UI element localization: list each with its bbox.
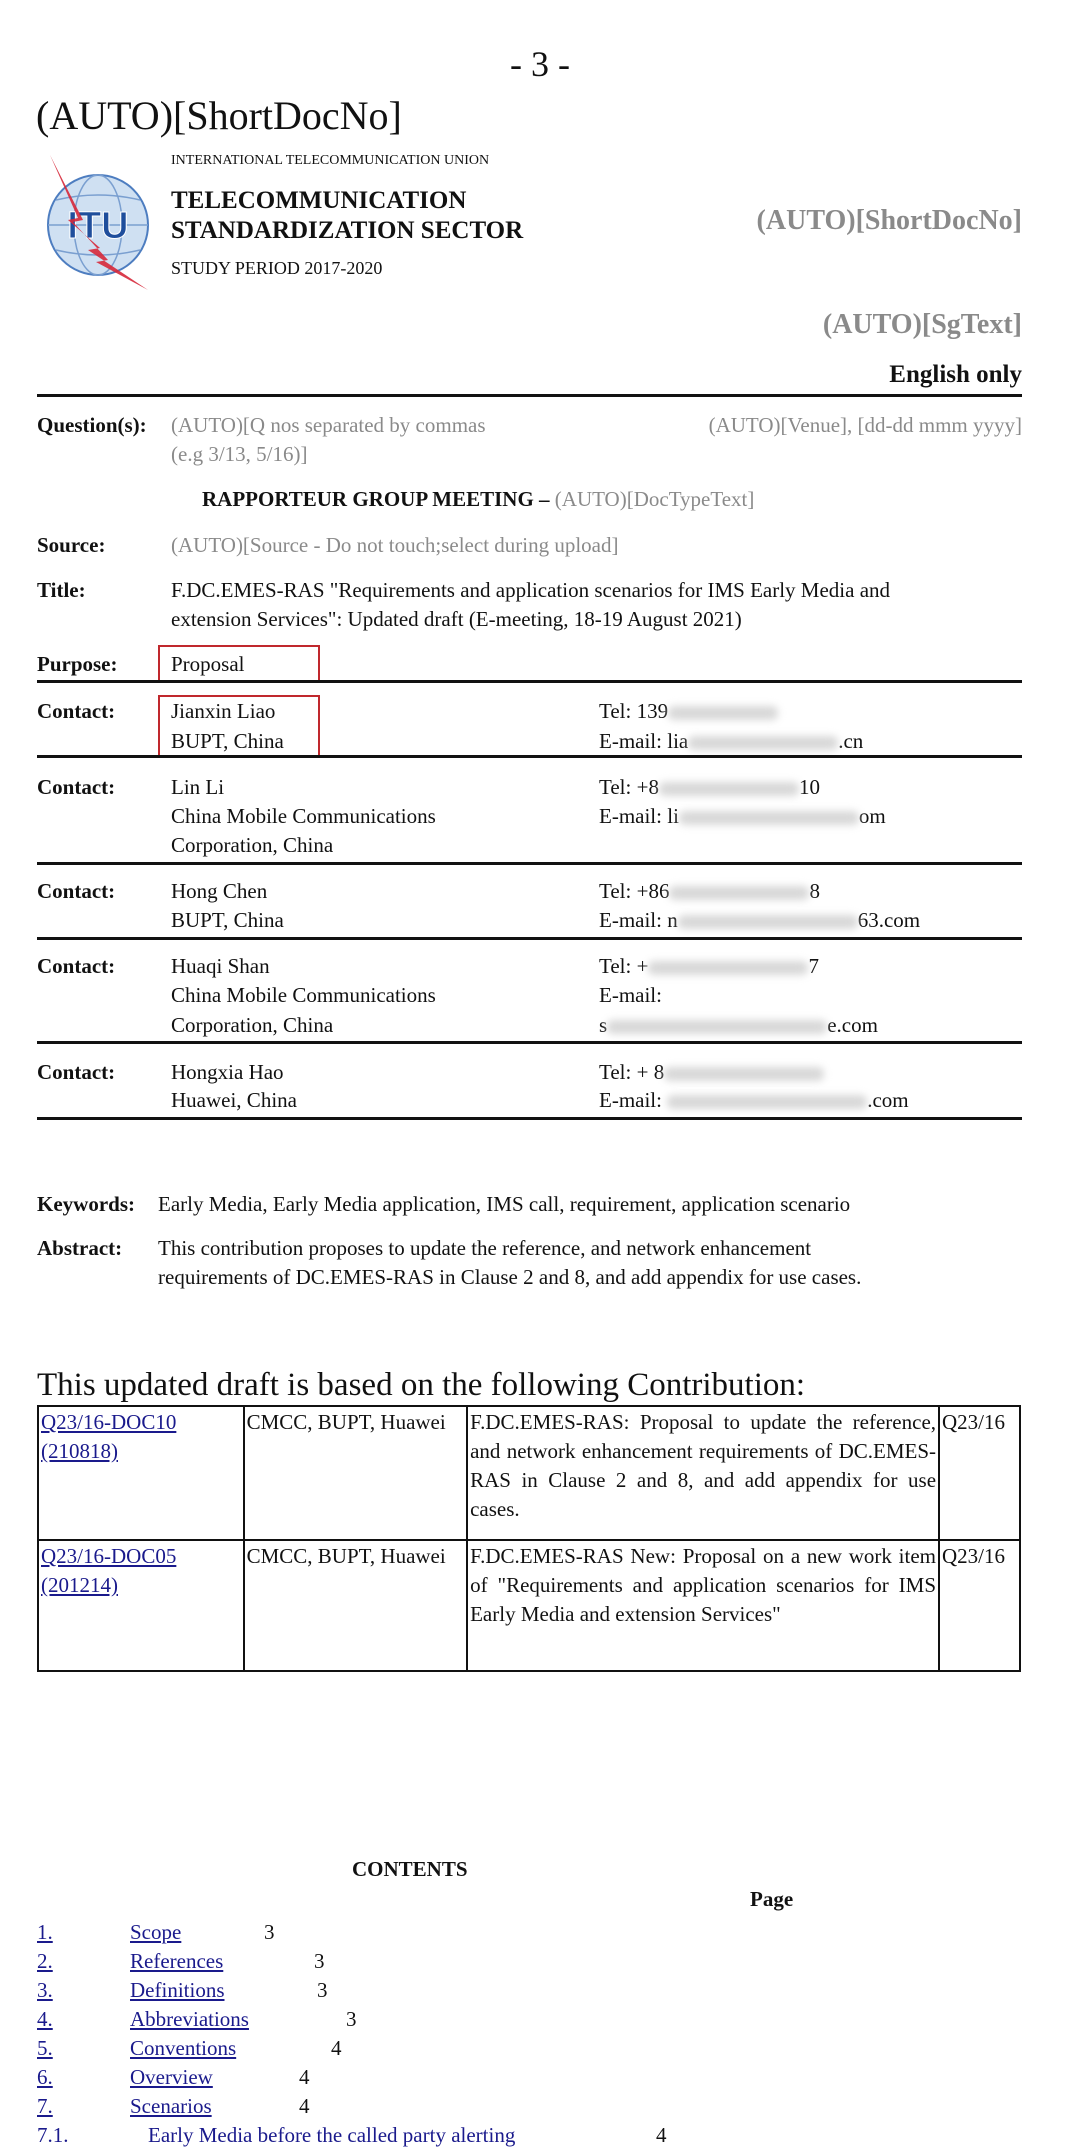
source-value: (AUTO)[Source - Do not touch;select during upload] xyxy=(171,533,619,557)
contact-name: Huaqi Shan xyxy=(171,954,270,978)
contact-name: Lin Li xyxy=(171,775,225,799)
email-text: E-mail: n xyxy=(599,908,678,932)
tel-text: Tel: +86 xyxy=(599,879,670,903)
divider xyxy=(37,1117,1022,1120)
email-text: E-mail: xyxy=(599,1088,668,1112)
source-cell: CMCC, BUPT, Huawei xyxy=(244,1540,468,1671)
contact-org: BUPT, China xyxy=(171,908,284,932)
keywords-value: Early Media, Early Media application, IMS call, requirement, application scenario xyxy=(158,1192,851,1216)
contact-label: Contact: xyxy=(37,699,116,723)
highlight-box-contact xyxy=(158,695,320,758)
redacted xyxy=(667,1095,867,1109)
email-suffix: om xyxy=(858,804,886,828)
source-label: Source: xyxy=(37,533,106,557)
doc-link[interactable]: Q23/16-DOC05 (201214) xyxy=(41,1544,177,1597)
contents-heading: CONTENTS xyxy=(352,1857,468,1881)
toc-page-number: 4 xyxy=(656,2123,667,2147)
study-period: STUDY PERIOD 2017-2020 xyxy=(171,258,383,278)
email-suffix: .com xyxy=(867,1088,909,1112)
doc-type-text: (AUTO)[DocTypeText] xyxy=(554,487,755,511)
toc-item-link[interactable]: Scenarios xyxy=(130,2094,212,2118)
toc-page-number: 3 xyxy=(346,2007,357,2031)
org-name: INTERNATIONAL TELECOMMUNICATION UNION xyxy=(171,153,490,168)
redacted xyxy=(659,782,799,796)
title-value-cont: extension Services": Updated draft (E-meeting, 18-19 August 2021) xyxy=(171,607,742,631)
page-number: - 3 - xyxy=(510,44,570,84)
keywords-label: Keywords: xyxy=(37,1192,135,1216)
contact-email-cont xyxy=(599,1011,878,1040)
contact-name: Jianxin Liao xyxy=(171,699,276,723)
venue: (AUTO)[Venue], [dd-dd mmm yyyy] xyxy=(708,413,1022,437)
divider xyxy=(37,937,1022,940)
toc-item-link[interactable]: Scope xyxy=(130,1920,182,1944)
contact-tel xyxy=(599,1058,824,1087)
email-text: E-mail: li xyxy=(599,804,679,828)
highlight-box-purpose xyxy=(158,645,320,682)
contact-email xyxy=(599,906,920,935)
redacted xyxy=(678,915,858,929)
contact-org: Huawei, China xyxy=(171,1088,297,1112)
contact-org: China Mobile Communications xyxy=(171,983,436,1007)
email-text: s xyxy=(599,1013,608,1037)
contributions-table xyxy=(37,1405,1021,1672)
toc-page-number: 4 xyxy=(331,2036,342,2060)
toc-item-link[interactable]: References xyxy=(130,1949,224,1973)
right-doc-number: (AUTO)[ShortDocNo] xyxy=(756,205,1022,236)
contact-email: E-mail: xyxy=(599,983,662,1007)
contact-label: Contact: xyxy=(37,954,116,978)
email-text: E-mail: lia xyxy=(599,729,689,753)
toc-page-number: 4 xyxy=(299,2094,310,2118)
question-cell: Q23/16 xyxy=(939,1406,1020,1540)
toc-item-link[interactable]: Conventions xyxy=(130,2036,237,2060)
contact-email xyxy=(599,802,886,831)
contact-org: BUPT, China xyxy=(171,729,284,753)
contact-email xyxy=(599,727,863,756)
toc-number[interactable]: 2. xyxy=(37,1949,53,1973)
contact-email xyxy=(599,1086,909,1115)
contact-tel xyxy=(599,952,819,981)
meeting-line xyxy=(202,485,754,514)
email-suffix: .cn xyxy=(838,729,864,753)
table-row xyxy=(38,1540,1020,1671)
page-column-label: Page xyxy=(750,1887,794,1911)
toc-item-link[interactable]: Overview xyxy=(130,2065,213,2089)
contact-tel xyxy=(599,697,778,726)
contact-name: Hong Chen xyxy=(171,879,268,903)
toc-page-number: 4 xyxy=(299,2065,310,2089)
sector-line-2: STANDARDIZATION SECTOR xyxy=(171,217,524,244)
title-cell: F.DC.EMES-RAS: Proposal to update the reference, and network enhancement requirements of DC.EMES-RAS in Clause 2 and 8, and add appendix for use cases. xyxy=(467,1406,939,1540)
toc-item-link[interactable]: Definitions xyxy=(130,1978,225,2002)
short-doc-number: (AUTO)[ShortDocNo] xyxy=(36,93,402,138)
divider xyxy=(37,755,1022,758)
table-row xyxy=(38,1406,1020,1540)
redacted xyxy=(607,1020,827,1034)
svg-text:ITU: ITU xyxy=(67,205,129,247)
toc-number[interactable]: 5. xyxy=(37,2036,53,2060)
doc-cell xyxy=(38,1540,244,1671)
title-cell: F.DC.EMES-RAS New: Proposal on a new work item of "Requirements and application scenarios for IMS Early Media and extension Services" xyxy=(467,1540,939,1671)
redacted xyxy=(664,1067,824,1081)
toc-page-number: 3 xyxy=(314,1949,325,1973)
redacted xyxy=(668,706,778,720)
abstract-text: This contribution proposes to update the reference, and network enhancement xyxy=(158,1236,812,1260)
tel-text: Tel: + 8 xyxy=(599,1060,665,1084)
divider xyxy=(37,1041,1022,1044)
contact-org-cont: Corporation, China xyxy=(171,833,334,857)
toc-number[interactable]: 7. xyxy=(37,2094,53,2118)
toc-number[interactable]: 7.1. xyxy=(37,2123,69,2147)
contact-org: China Mobile Communications xyxy=(171,804,436,828)
toc-number[interactable]: 3. xyxy=(37,1978,53,2002)
tel-text: Tel: + xyxy=(599,954,649,978)
contact-tel xyxy=(599,877,820,906)
language: English only xyxy=(889,361,1022,388)
contact-label: Contact: xyxy=(37,775,116,799)
tel-text: Tel: 139 xyxy=(599,699,669,723)
source-cell: CMCC, BUPT, Huawei xyxy=(244,1406,468,1540)
meeting-type: RAPPORTEUR GROUP MEETING – xyxy=(202,487,550,511)
redacted xyxy=(679,811,859,825)
tel-suffix: 10 xyxy=(798,775,820,799)
divider xyxy=(37,394,1022,397)
redacted xyxy=(669,886,809,900)
sg-text: (AUTO)[SgText] xyxy=(822,309,1022,340)
sector-line-1: TELECOMMUNICATION xyxy=(171,187,467,214)
toc-number[interactable]: 4. xyxy=(37,2007,53,2031)
toc-page-number: 3 xyxy=(317,1978,328,2002)
doc-link[interactable]: Q23/16-DOC10 (210818) xyxy=(41,1410,177,1463)
title-value: F.DC.EMES-RAS "Requirements and application scenarios for IMS Early Media and xyxy=(171,578,891,602)
contribution-heading: This updated draft is based on the following Contribution: xyxy=(37,1367,806,1403)
title-label: Title: xyxy=(37,578,86,602)
toc-number[interactable]: 6. xyxy=(37,2065,53,2089)
contact-name: Hongxia Hao xyxy=(171,1060,284,1084)
divider xyxy=(37,680,1022,683)
redacted xyxy=(648,961,808,975)
redacted xyxy=(688,736,838,750)
itu-logo xyxy=(38,150,156,290)
toc-item-link[interactable]: Early Media before the called party alerting xyxy=(148,2123,516,2147)
toc-page-number: 3 xyxy=(264,1920,275,1944)
email-suffix: 63.com xyxy=(857,908,921,932)
divider xyxy=(37,862,1022,865)
purpose-value: Proposal xyxy=(171,652,245,676)
purpose-label: Purpose: xyxy=(37,652,118,676)
contact-tel xyxy=(599,773,820,802)
tel-text: Tel: +8 xyxy=(599,775,659,799)
tel-suffix: 8 xyxy=(809,879,820,903)
toc-item-link[interactable]: Abbreviations xyxy=(130,2007,249,2031)
contact-label: Contact: xyxy=(37,879,116,903)
tel-suffix: 7 xyxy=(808,954,819,978)
question-cell: Q23/16 xyxy=(939,1540,1020,1671)
abstract-text-cont: requirements of DC.EMES-RAS in Clause 2 and 8, and add appendix for use cases. xyxy=(158,1265,862,1289)
toc-number[interactable]: 1. xyxy=(37,1920,53,1944)
contact-org-cont: Corporation, China xyxy=(171,1013,334,1037)
contact-label: Contact: xyxy=(37,1060,116,1084)
doc-cell xyxy=(38,1406,244,1540)
questions-value: (AUTO)[Q nos separated by commas xyxy=(171,413,486,437)
abstract-label: Abstract: xyxy=(37,1236,123,1260)
questions-label: Question(s): xyxy=(37,413,147,437)
questions-value-cont: (e.g 3/13, 5/16)] xyxy=(171,442,308,466)
email-suffix: e.com xyxy=(827,1013,878,1037)
